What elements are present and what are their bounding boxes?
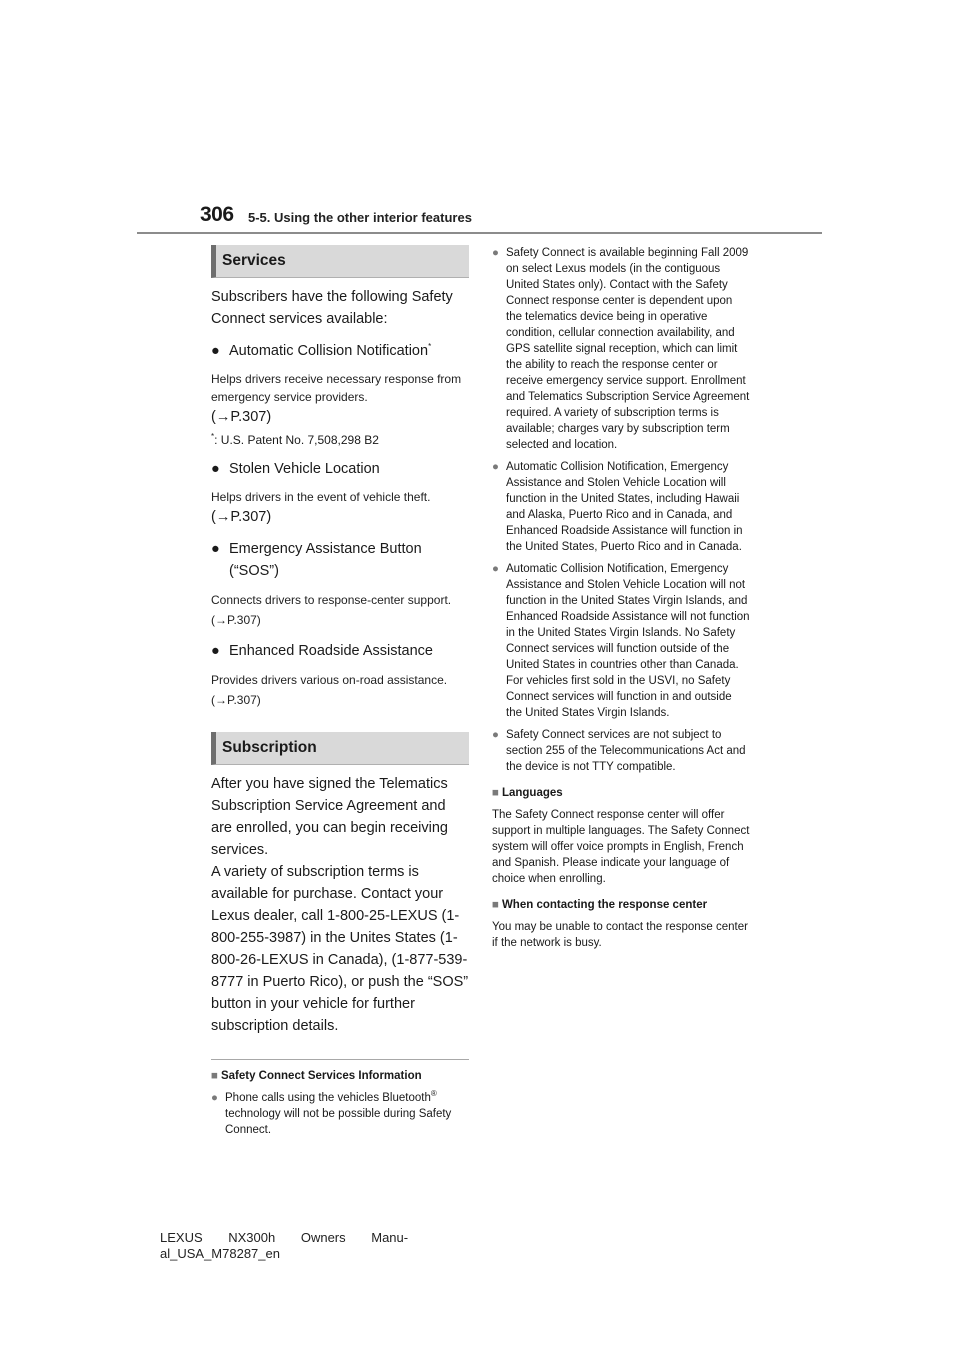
service-item-era: ● Enhanced Roadside Assistance <box>211 640 469 662</box>
bullet-icon: ● <box>211 643 220 659</box>
contact-heading: ■ When contacting the response center <box>492 899 708 911</box>
note-telecom: ● Safety Connect services are not subject to section 255 of the Telecommunications Act and the device is not TTY compatible. <box>492 729 746 773</box>
note-availability: ● Safety Connect is available beginning Fall 2009 on select Lexus models (in the contiguous United States only). Contact with the Safety Connect response center is dependent upon the telematics device being in operative condition, cellular connection availability, and GPS satellite signal reception, which can limit the ability to reach the response center or receive emergency service support. Enrollment and Telematics Subscription Service Agreement required. A variety of subscription terms is available; charges vary by subscription term selected and location. <box>492 247 750 451</box>
bullet-icon: ● <box>211 541 220 557</box>
page-number: 306 <box>200 203 234 226</box>
languages-heading: ■ Languages <box>492 787 563 799</box>
footnote: *: U.S. Patent No. 7,508,298 B2 <box>211 432 379 447</box>
contact-text: You may be unable to contact the response center if the network is busy. <box>492 921 748 949</box>
note-usvi: ● Automatic Collision Notification, Emergency Assistance and Stolen Vehicle Location will not function in the United States Virgin Islands, and Enhanced Roadside Assistance will not function in the United States Virgin Islands. No Safety Connect services will function outside of the United States in countries other than Canada. For vehicles first sold in the USVI, no Safety Connect services will function in and outside the United States Virgin Islands. <box>492 563 750 719</box>
services-intro: Subscribers have the following Safety Connect services available: <box>211 289 453 327</box>
left-column <box>211 245 469 1138</box>
service-desc-acn: Helps drivers receive necessary response from emergency service providers. <box>211 372 462 404</box>
subscription-paragraph-2: A variety of subscription terms is available for purchase. Contact your Lexus dealer, call 1-800-25-LEXUS (1-800-255-3987) in the Unites States (1-800-26-LEXUS in Canada), (1-877-539-8777 in Puerto Rico), or push the “SOS” button in your vehicle for further subscription details. <box>211 864 469 1034</box>
bullet-icon: ● <box>492 461 499 473</box>
service-desc-svl: Helps drivers in the event of vehicle theft. <box>211 490 431 504</box>
bullet-icon: ● <box>211 461 220 477</box>
info-item-bluetooth: ● Phone calls using the vehicles Bluetooth® technology will not be possible during Safety Connect. <box>211 1089 452 1136</box>
bullet-icon: ● <box>492 247 499 259</box>
service-desc-sos: Connects drivers to response-center support. (→P.307) <box>211 593 452 627</box>
bullet-icon: ● <box>211 343 220 359</box>
service-item-sos: ● Emergency Assistance Button (“SOS”) <box>211 538 469 582</box>
subscription-paragraph-1: After you have signed the Telematics Subscription Service Agreement and are enrolled, you can begin receiving services. <box>211 776 448 858</box>
service-ref-svl: (→P.307) <box>211 509 272 525</box>
languages-text: The Safety Connect response center will offer support in multiple languages. The Safety Connect system will offer voice prompts in English, French and Spanish. Please indicate your language of choice when enrolling. <box>492 809 750 885</box>
service-desc-era: Provides drivers various on-road assistance. (→P.307) <box>211 673 448 707</box>
bullet-icon: ● <box>211 1092 218 1104</box>
right-column <box>492 245 750 951</box>
service-item-svl: ● Stolen Vehicle Location <box>211 458 469 480</box>
info-heading: ■ Safety Connect Services Information <box>211 1070 422 1082</box>
section-title: 5-5. Using the other interior features <box>248 210 472 225</box>
note-divider <box>211 1059 469 1060</box>
footnote-marker: * <box>428 342 432 352</box>
header-rule <box>137 232 822 234</box>
services-heading: Services <box>211 245 469 278</box>
subscription-heading: Subscription <box>211 732 469 765</box>
footer-line-1: LEXUS NX300h Owners Manu- <box>160 1230 409 1245</box>
footer <box>160 1230 408 1262</box>
service-ref-acn: (→P.307) <box>211 409 272 425</box>
footer-line-2: al_USA_M78287_en <box>160 1246 280 1261</box>
bullet-icon: ● <box>492 729 499 741</box>
note-coverage: ● Automatic Collision Notification, Emergency Assistance and Stolen Vehicle Location will function in the United States, including Hawaii and Alaska, Puerto Rico and in Canada, and Enhanced Roadside Assistance will function in the United States, Puerto Rico and in Canada. <box>492 461 743 553</box>
bullet-icon: ● <box>492 563 499 575</box>
service-item-acn: ● Automatic Collision Notification* <box>211 340 469 362</box>
